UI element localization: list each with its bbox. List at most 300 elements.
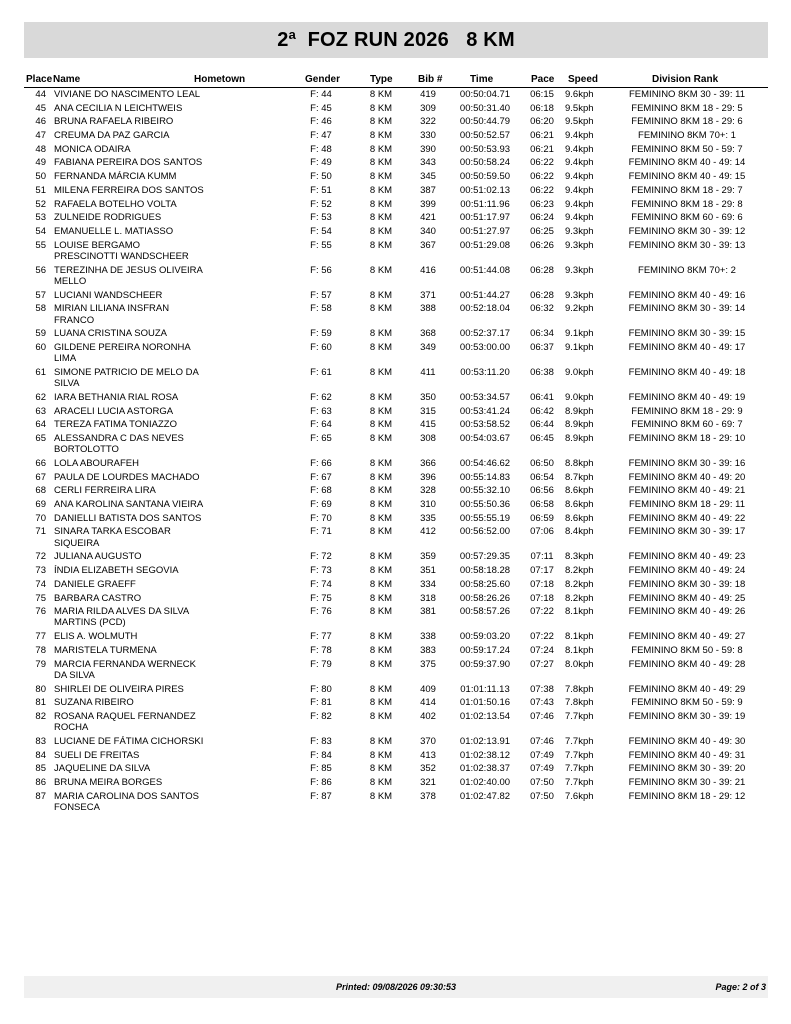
cell-speed: 8.9kph [565, 433, 594, 444]
cell-name: ANA KAROLINA SANTANA VIEIRA [54, 499, 204, 511]
cell-gender: F: 49 [310, 157, 332, 169]
table-row [0, 551, 791, 565]
cell-speed: 7.7kph [565, 763, 594, 775]
cell-type: 8 KM [369, 433, 393, 444]
cell-place: 74 [35, 578, 46, 590]
cell-division: FEMININO 8KM 40 - 49: 24 [628, 565, 746, 577]
cell-division: FEMININO 8KM 40 - 49: 28 [628, 658, 746, 670]
cell-speed: 9.1kph [565, 341, 594, 353]
cell-bib: 366 [420, 458, 436, 469]
cell-pace: 06:22 [530, 157, 554, 169]
cell-division: FEMININO 8KM 30 - 39: 20 [628, 763, 746, 775]
cell-speed: 7.7kph [565, 777, 594, 788]
cell-pace: 07:50 [530, 790, 554, 802]
cell-name: SINARA TARKA ESCOBAR SIQUEIRA [54, 526, 171, 549]
cell-speed: 7.7kph [565, 710, 594, 722]
cell-gender: F: 61 [310, 366, 332, 378]
cell-place: 55 [35, 239, 46, 251]
cell-speed: 8.2kph [565, 578, 594, 590]
cell-speed: 7.8kph [565, 683, 594, 695]
cell-time: 00:58:18.28 [459, 565, 511, 577]
cell-division: FEMININO 8KM 60 - 69: 6 [631, 212, 743, 224]
cell-gender: F: 84 [310, 749, 332, 761]
table-row [0, 199, 791, 213]
cell-place: 83 [35, 735, 46, 747]
cell-bib: 387 [420, 184, 436, 196]
cell-gender: F: 72 [310, 551, 332, 563]
cell-type: 8 KM [369, 198, 393, 210]
cell-division: FEMININO 8KM 50 - 59: 7 [631, 143, 743, 155]
cell-bib: 321 [420, 777, 436, 788]
cell-place: 76 [35, 606, 46, 618]
cell-bib: 396 [420, 471, 436, 483]
cell-bib: 350 [420, 391, 436, 403]
cell-type: 8 KM [369, 735, 393, 747]
cell-time: 00:50:58.24 [459, 157, 511, 169]
cell-name: MARIA RILDA ALVES DA SILVA MARTINS (PCD) [54, 606, 189, 629]
cell-bib: 388 [420, 303, 436, 315]
cell-speed: 8.9kph [565, 405, 594, 417]
cell-bib: 343 [420, 157, 436, 169]
table-row [0, 171, 791, 185]
cell-speed: 9.5kph [565, 102, 594, 114]
cell-speed: 9.4kph [565, 143, 594, 155]
cell-pace: 07:49 [530, 749, 554, 761]
table-row [0, 711, 791, 736]
table-row [0, 367, 791, 392]
cell-bib: 390 [420, 143, 436, 155]
cell-time: 00:55:50.36 [459, 499, 511, 511]
cell-pace: 06:41 [530, 391, 554, 403]
cell-division: FEMININO 8KM 40 - 49: 19 [628, 391, 746, 403]
cell-gender: F: 48 [310, 143, 332, 155]
cell-speed: 8.6kph [565, 499, 594, 511]
table-row [0, 750, 791, 764]
cell-pace: 06:34 [530, 328, 554, 340]
table-row [0, 185, 791, 199]
cell-bib: 334 [420, 578, 436, 590]
cell-time: 01:02:13.54 [459, 710, 511, 722]
cell-place: 64 [35, 419, 46, 431]
cell-gender: F: 78 [310, 644, 332, 656]
cell-type: 8 KM [369, 366, 393, 378]
cell-gender: F: 45 [310, 102, 332, 114]
cell-speed: 7.6kph [565, 790, 594, 802]
cell-pace: 06:28 [530, 264, 554, 276]
table-row [0, 472, 791, 486]
cell-gender: F: 50 [310, 171, 332, 183]
cell-type: 8 KM [369, 289, 393, 301]
results-table [0, 89, 791, 816]
cell-division: FEMININO 8KM 30 - 39: 15 [628, 328, 746, 340]
cell-place: 52 [35, 198, 46, 210]
header-place: Place [26, 74, 53, 85]
cell-pace: 06:38 [530, 366, 554, 378]
cell-type: 8 KM [369, 763, 393, 775]
cell-bib: 359 [420, 551, 436, 563]
cell-name: MARIA CAROLINA DOS SANTOS FONSECA [54, 790, 200, 813]
cell-type: 8 KM [369, 683, 393, 695]
cell-speed: 9.4kph [565, 198, 594, 210]
cell-gender: F: 64 [310, 419, 332, 431]
footer-bar [24, 976, 768, 998]
cell-time: 00:58:57.26 [459, 606, 511, 618]
cell-place: 85 [35, 763, 46, 775]
cell-speed: 9.5kph [565, 116, 594, 128]
cell-division: FEMININO 8KM 40 - 49: 18 [628, 366, 746, 378]
cell-division: FEMININO 8KM 30 - 39: 19 [628, 710, 746, 722]
table-row [0, 684, 791, 698]
cell-division: FEMININO 8KM 18 - 29: 11 [629, 499, 745, 511]
cell-type: 8 KM [369, 341, 393, 353]
cell-place: 56 [35, 264, 46, 276]
cell-division: FEMININO 8KM 18 - 29: 9 [631, 405, 743, 417]
cell-type: 8 KM [369, 184, 393, 196]
cell-type: 8 KM [369, 485, 393, 497]
cell-name: BRUNA RAFAELA RIBEIRO [54, 116, 174, 128]
cell-bib: 383 [420, 644, 436, 656]
cell-name: SUZANA RIBEIRO [54, 697, 134, 709]
cell-bib: 399 [420, 198, 436, 210]
table-row [0, 593, 791, 607]
cell-speed: 8.1kph [565, 606, 594, 618]
cell-name: SIMONE PATRICIO DE MELO DA SILVA [54, 366, 199, 390]
cell-type: 8 KM [369, 471, 393, 483]
cell-pace: 06:24 [530, 212, 554, 224]
cell-speed: 8.1kph [565, 644, 594, 656]
header-gender: Gender [305, 74, 341, 85]
cell-name: JAQUELINE DA SILVA [54, 763, 151, 775]
table-row [0, 303, 791, 328]
cell-division: FEMININO 8KM 40 - 49: 31 [628, 749, 746, 761]
cell-pace: 07:17 [530, 565, 554, 577]
cell-name: LUCIANI WANDSCHEER [54, 289, 163, 301]
cell-place: 58 [35, 303, 46, 315]
cell-place: 73 [35, 565, 46, 577]
table-row [0, 290, 791, 304]
table-row [0, 130, 791, 144]
table-row [0, 565, 791, 579]
cell-gender: F: 82 [310, 710, 332, 722]
table-row [0, 226, 791, 240]
cell-time: 00:56:52.00 [459, 526, 511, 538]
cell-gender: F: 81 [310, 697, 332, 709]
header-division-rank: Division Rank [652, 74, 719, 85]
cell-division: FEMININO 8KM 18 - 29: 12 [628, 790, 746, 802]
cell-speed: 9.1kph [565, 328, 594, 340]
cell-speed: 9.6kph [565, 89, 594, 100]
cell-division: FEMININO 8KM 40 - 49: 30 [628, 735, 746, 747]
cell-time: 00:51:29.08 [459, 239, 511, 251]
cell-place: 84 [35, 749, 46, 761]
cell-division: FEMININO 8KM 30 - 39: 18 [628, 578, 746, 590]
cell-type: 8 KM [369, 526, 393, 538]
cell-gender: F: 57 [310, 289, 332, 301]
cell-name: ÍNDIA ELIZABETH SEGOVIA [54, 565, 179, 577]
cell-type: 8 KM [369, 419, 393, 431]
cell-place: 54 [35, 225, 46, 237]
cell-pace: 06:59 [530, 512, 554, 524]
cell-time: 00:52:37.17 [459, 328, 511, 340]
table-row [0, 103, 791, 117]
cell-type: 8 KM [369, 790, 393, 802]
cell-bib: 411 [420, 366, 436, 378]
cell-speed: 8.2kph [565, 565, 594, 577]
title-bar [24, 22, 768, 58]
header-speed: Speed [568, 74, 599, 85]
cell-division: FEMININO 8KM 40 - 49: 29 [628, 683, 746, 695]
cell-pace: 06:54 [530, 471, 554, 483]
cell-place: 81 [35, 697, 46, 709]
cell-pace: 07:06 [530, 526, 554, 538]
table-header [24, 74, 768, 88]
cell-place: 75 [35, 592, 46, 604]
cell-name: LOUISE BERGAMO PRESCINOTTI WANDSCHEER [54, 239, 189, 262]
cell-name: FERNANDA MÁRCIA KUMM [54, 171, 177, 183]
cell-division: FEMININO 8KM 30 - 39: 16 [628, 458, 746, 469]
page-number: Page: 2 of 3 [715, 982, 766, 992]
table-row [0, 579, 791, 593]
cell-speed: 7.7kph [565, 749, 594, 761]
cell-bib: 409 [420, 683, 436, 695]
cell-division: FEMININO 8KM 70+: 2 [638, 264, 736, 276]
cell-gender: F: 44 [310, 89, 332, 100]
cell-speed: 9.2kph [565, 303, 594, 315]
cell-type: 8 KM [369, 697, 393, 709]
cell-pace: 06:58 [530, 499, 554, 511]
cell-gender: F: 75 [310, 592, 332, 604]
cell-place: 69 [35, 499, 46, 511]
cell-type: 8 KM [369, 499, 393, 511]
cell-place: 59 [35, 328, 46, 340]
cell-bib: 308 [420, 433, 436, 444]
cell-type: 8 KM [369, 578, 393, 590]
cell-time: 00:59:37.90 [459, 658, 511, 670]
cell-gender: F: 83 [310, 735, 332, 747]
cell-speed: 9.0kph [565, 366, 594, 378]
cell-name: MARCIA FERNANDA WERNECK DA SILVA [54, 658, 196, 681]
cell-division: FEMININO 8KM 40 - 49: 26 [628, 606, 746, 618]
cell-bib: 352 [420, 763, 436, 775]
cell-division: FEMININO 8KM 40 - 49: 27 [628, 631, 746, 643]
cell-division: FEMININO 8KM 30 - 39: 21 [628, 777, 746, 788]
cell-pace: 07:27 [530, 658, 554, 670]
cell-division: FEMININO 8KM 40 - 49: 22 [628, 512, 746, 524]
cell-bib: 335 [420, 512, 436, 524]
cell-speed: 8.6kph [565, 485, 594, 497]
cell-name: MARISTELA TURMENA [54, 644, 157, 656]
cell-time: 00:51:44.08 [459, 264, 511, 276]
cell-name: VIVIANE DO NASCIMENTO LEAL [54, 89, 201, 100]
cell-place: 67 [35, 471, 46, 483]
cell-time: 00:55:32.10 [459, 485, 511, 497]
cell-pace: 07:18 [530, 592, 554, 604]
cell-gender: F: 69 [310, 499, 332, 511]
cell-bib: 315 [420, 405, 436, 417]
cell-pace: 06:32 [530, 303, 554, 315]
cell-place: 48 [35, 143, 46, 155]
cell-pace: 07:24 [530, 644, 554, 656]
page-title: 2ª FOZ RUN 2026 8 KM [277, 28, 515, 51]
cell-time: 00:50:31.40 [459, 102, 511, 114]
cell-time: 00:53:41.24 [459, 405, 511, 417]
cell-bib: 381 [420, 606, 436, 618]
cell-speed: 7.8kph [565, 697, 594, 709]
cell-division: FEMININO 8KM 40 - 49: 20 [628, 471, 746, 483]
cell-speed: 8.3kph [565, 551, 594, 563]
cell-division: FEMININO 8KM 18 - 29: 6 [631, 116, 743, 128]
cell-name: BRUNA MEIRA BORGES [54, 777, 163, 788]
cell-type: 8 KM [369, 212, 393, 224]
cell-bib: 349 [420, 341, 436, 353]
cell-speed: 9.3kph [565, 225, 594, 237]
cell-time: 00:53:58.52 [459, 419, 511, 431]
cell-speed: 9.3kph [565, 289, 594, 301]
cell-time: 00:59:03.20 [459, 631, 511, 643]
cell-type: 8 KM [369, 89, 393, 100]
cell-gender: F: 71 [310, 526, 332, 538]
cell-type: 8 KM [369, 157, 393, 169]
table-row [0, 342, 791, 367]
cell-place: 51 [35, 184, 46, 196]
cell-bib: 368 [420, 328, 436, 340]
cell-time: 00:55:14.83 [459, 471, 511, 483]
cell-gender: F: 51 [310, 184, 332, 196]
cell-type: 8 KM [369, 644, 393, 656]
cell-pace: 06:37 [530, 341, 554, 353]
table-row [0, 433, 791, 458]
table-row [0, 736, 791, 750]
cell-name: ROSANA RAQUEL FERNANDEZ ROCHA [54, 710, 196, 734]
cell-bib: 421 [420, 212, 436, 224]
cell-time: 00:50:04.71 [459, 89, 511, 100]
cell-speed: 8.8kph [565, 458, 594, 469]
table-row [0, 265, 791, 290]
cell-type: 8 KM [369, 143, 393, 155]
cell-name: TEREZINHA DE JESUS OLIVEIRA MELLO [54, 264, 203, 287]
cell-pace: 07:46 [530, 710, 554, 722]
printed-timestamp: Printed: 09/08/2026 09:30:53 [335, 982, 457, 992]
cell-place: 61 [35, 366, 46, 378]
cell-name: LOLA ABOURAFEH [54, 458, 140, 469]
cell-type: 8 KM [369, 239, 393, 251]
cell-name: LUCIANE DE FÁTIMA CICHORSKI [54, 735, 204, 747]
cell-place: 80 [35, 683, 46, 695]
table-row [0, 406, 791, 420]
cell-division: FEMININO 8KM 70+: 1 [638, 130, 736, 142]
cell-speed: 9.4kph [565, 130, 594, 142]
cell-gender: F: 87 [310, 790, 332, 802]
cell-name: MIRIAN LILIANA INSFRAN FRANCO [54, 303, 170, 326]
cell-pace: 06:42 [530, 405, 554, 417]
cell-speed: 9.3kph [565, 264, 594, 276]
cell-gender: F: 47 [310, 130, 332, 142]
cell-time: 01:02:13.91 [459, 735, 511, 747]
cell-time: 00:50:53.93 [459, 143, 511, 155]
cell-time: 00:54:03.67 [459, 433, 511, 444]
cell-bib: 370 [420, 735, 436, 747]
cell-pace: 06:45 [530, 433, 554, 444]
cell-type: 8 KM [369, 749, 393, 761]
cell-type: 8 KM [369, 264, 393, 276]
header-bib: Bib # [418, 74, 443, 85]
cell-time: 00:59:17.24 [459, 644, 511, 656]
header-hometown: Hometown [194, 74, 246, 85]
cell-time: 00:57:29.35 [459, 551, 511, 563]
table-row [0, 659, 791, 684]
cell-place: 71 [35, 526, 46, 538]
cell-name: CREUMA DA PAZ GARCIA [54, 130, 170, 142]
table-row [0, 157, 791, 171]
cell-pace: 06:26 [530, 239, 554, 251]
table-row [0, 392, 791, 406]
cell-gender: F: 66 [310, 458, 332, 469]
cell-bib: 310 [420, 499, 436, 511]
cell-type: 8 KM [369, 710, 393, 722]
cell-name: MILENA FERREIRA DOS SANTOS [54, 184, 204, 196]
cell-time: 00:54:46.62 [459, 458, 511, 469]
cell-time: 00:50:52.57 [459, 130, 511, 142]
cell-speed: 7.7kph [565, 735, 594, 747]
cell-gender: F: 62 [310, 391, 332, 403]
cell-division: FEMININO 8KM 40 - 49: 16 [628, 289, 746, 301]
cell-place: 57 [35, 289, 46, 301]
cell-time: 00:50:44.79 [459, 116, 511, 128]
cell-division: FEMININO 8KM 30 - 39: 13 [628, 239, 746, 251]
cell-bib: 413 [420, 749, 436, 761]
cell-place: 47 [35, 130, 46, 142]
cell-place: 70 [35, 512, 46, 524]
cell-division: FEMININO 8KM 40 - 49: 14 [628, 157, 746, 169]
cell-gender: F: 80 [310, 683, 332, 695]
cell-bib: 340 [420, 225, 436, 237]
cell-bib: 419 [420, 89, 436, 100]
cell-bib: 330 [420, 130, 436, 142]
cell-gender: F: 74 [310, 578, 332, 590]
cell-bib: 402 [420, 710, 436, 722]
cell-gender: F: 65 [310, 433, 332, 444]
cell-pace: 06:20 [530, 116, 554, 128]
table-row [0, 89, 791, 103]
cell-pace: 06:18 [530, 102, 554, 114]
cell-speed: 8.1kph [565, 631, 594, 643]
cell-name: MONICA ODAIRA [54, 143, 131, 155]
cell-name: DANIELLI BATISTA DOS SANTOS [54, 512, 202, 524]
cell-time: 01:02:47.82 [459, 790, 511, 802]
cell-pace: 06:56 [530, 485, 554, 497]
cell-division: FEMININO 8KM 18 - 29: 10 [628, 433, 746, 444]
table-row [0, 116, 791, 130]
cell-time: 00:58:26.26 [459, 592, 511, 604]
table-row [0, 212, 791, 226]
table-row [0, 763, 791, 777]
cell-place: 45 [35, 102, 46, 114]
cell-pace: 06:28 [530, 289, 554, 301]
cell-place: 87 [35, 790, 46, 802]
cell-place: 46 [35, 116, 46, 128]
cell-speed: 8.2kph [565, 592, 594, 604]
cell-place: 65 [35, 433, 46, 444]
cell-time: 01:02:40.00 [459, 777, 511, 788]
cell-place: 82 [35, 710, 46, 722]
cell-division: FEMININO 8KM 30 - 39: 11 [629, 89, 745, 100]
cell-speed: 8.9kph [565, 419, 594, 431]
cell-division: FEMININO 8KM 50 - 59: 8 [631, 644, 743, 656]
table-row [0, 458, 791, 472]
cell-gender: F: 60 [310, 341, 332, 353]
cell-type: 8 KM [369, 130, 393, 142]
cell-name: FABIANA PEREIRA DOS SANTOS [54, 157, 203, 169]
